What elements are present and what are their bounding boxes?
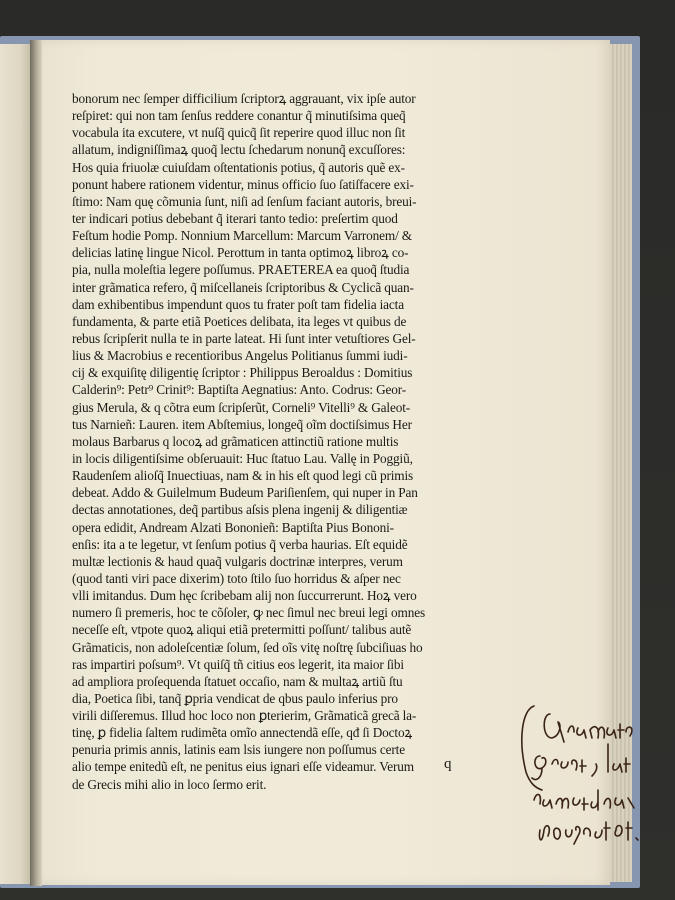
text-line: vlli imitandus. Dum hęc ſcribebam alij non ſuccurrerunt. Hoꝝ vero: [72, 588, 417, 604]
signature-mark: q: [444, 756, 452, 772]
handwriting-drawing: [512, 680, 652, 870]
text-line: Calderin⁹: Petr⁹ Crinit⁹: Baptiſta Aegnatius: Anto. Codrus: Geor-: [72, 382, 407, 398]
text-line: gius Merula, & q cõtra eum ſcripſerũt, Corneli⁹ Vitelli⁹ & Galeot-: [72, 399, 411, 415]
text-line: Grãmaticis, non adoleſcentiæ ſolum, ſed oĩs vitę noſtrę ſubciſiuas ho: [72, 639, 423, 655]
text-line: delicias latinę lingue Nicol. Perottum in tanta optimoꝝ libroꝝ co-: [72, 245, 409, 261]
text-line: (quod tanti viri pace dixerim) toto ſtilo ſuo horridus & aſper nec: [72, 570, 401, 586]
text-line: de Grecis mihi alio in loco ſermo erit.: [72, 776, 267, 792]
text-line: opera edidit, Andream Alzati Bononieñ: Baptiſta Pius Bononi-: [72, 519, 394, 535]
text-line: fundamenta, & parte etiã Poetices delibata, ita leges vt quibus de: [72, 313, 407, 329]
book-page: [42, 40, 610, 885]
text-line: tinę, ꝑ fidelia ſaltem rudimẽta omĩo annectendã eſſe, qđ ſi Doctoꝝ: [72, 725, 413, 741]
text-line: lius & Macrobius e recentioribus Angelus Politianus ſummi iudi-: [72, 348, 408, 364]
text-line: ſtimo: Nam quę cõmunia ſunt, niſi ad ſenſum faciant autoris, breui-: [72, 193, 417, 209]
text-line: inter grãmatica refero, q̃ miſcellaneis ſcriptoribus & Cyclicã quan-: [72, 279, 414, 295]
body-text: [72, 90, 532, 793]
text-line: penuria primis annis, latinis eam lsis iungere non poſſumus certe: [72, 742, 405, 758]
text-line: reſpiret: qui non tam ſenſus reddere conantur q̃ minutiſsima queq̃: [72, 108, 406, 124]
text-line: neceſſe eſt, vtpote quoꝝ aliqui etiã pretermitti poſſunt/ talibus autẽ: [72, 622, 412, 638]
text-line: cij & exquiſitę diligentię ſcriptor : Philippus Beroaldus : Domitius: [72, 365, 413, 381]
text-line: numero ſi premeris, hoc te cõſoler, ꝙ nec ſimul nec breui legi omnes: [72, 605, 425, 621]
text-line: debeat. Addo & Guilelmum Budeum Pariſienſem, qui nuper in Pan: [72, 485, 418, 501]
text-line: allatum, indigniſſimaꝝ quoq̃ lectu ſchedarum nonunq̃ excuſſores:: [72, 142, 406, 158]
handwritten-marginal-note: [512, 680, 652, 870]
text-line: rebus ſcripſerit nulla te in parte lateat. Hi ſunt inter vetuſtiores Gel-: [72, 330, 416, 346]
text-line: dam exhibentibus impendunt quos tu frater poſt tam fidelia iacta: [72, 296, 404, 312]
book-gutter: [30, 40, 42, 886]
text-line: ter indicari potius debebant q̃ iterari tanto tedio: preſertim quod: [72, 210, 398, 226]
text-line: ras impartiri poſsum⁹. Vt quiſq̃ tñ citius eos legerit, ita maior ſibi: [72, 656, 404, 672]
text-line: Hos quia friuolæ cuiuſdam oſtentationis potius, q̃ autoris quẽ ex-: [72, 159, 405, 175]
text-line: Feſtum hodie Pomp. Nonnium Marcellum: Marcum Varronem/ &: [72, 228, 412, 244]
text-line: in locis diligentiſsime obſeruauit: Huc ſtatuo Lau. Vallę in Poggiũ,: [72, 450, 413, 466]
facing-page-edge: [0, 44, 30, 884]
text-line: bonorum nec ſemper difficilium ſcriptorꝝ aggrauant, vix ipſe autor: [72, 91, 416, 106]
text-line: ponunt habere rationem videntur, minus officio ſuo ſatiſfacere exi-: [72, 176, 414, 192]
text-line: alio tempe enitedũ eſt, ne penitus eius ignari eſſe videamur. Verum: [72, 759, 414, 775]
text-line: pia, nulla moleſtia legere poſſumus. PRAETEREA ea quoq̃ ſtudia: [72, 262, 410, 278]
text-line: multæ lectionis & haud quaq̃ vulgaris doctrinæ interpres, verum: [72, 553, 403, 569]
text-line: dia, Poetica ſibi, tanq̃ ꝑpria vendicat de qbus paulo inferius pro: [72, 690, 398, 706]
text-line: tus Narnieñ: Lauren. item Abſtemius, longeq̃ oĩm doctiſsimus Her: [72, 416, 412, 432]
text-line: Raudenſem alioſq̃ Inuectiuas, nam & in his eſt quod legi cũ primis: [72, 468, 414, 484]
text-line: virili diſſeremus. Illud hoc loco non ꝑterierim, Grãmaticã grecã la-: [72, 708, 417, 724]
text-line: dectas annotationes, deq̃ partibus aſsis plena ingenij & diligentiæ: [72, 502, 408, 518]
text-line: enſis: ita a te legetur, vt ſenſum potius q̃ verba haurias. Eſt equidẽ: [72, 536, 408, 552]
text-line: ad ampliora proſequenda ſtatuet occaſio, nam & multaꝝ artiũ ſtu: [72, 673, 403, 689]
text-line: molaus Barbarus q locoꝝ ad grãmaticen attinctiũ ratione multis: [72, 433, 399, 449]
text-line: vocabula ita excutere, vt nuſq̃ quicq̃ ſit reperire quod illuc non ſit: [72, 125, 406, 141]
